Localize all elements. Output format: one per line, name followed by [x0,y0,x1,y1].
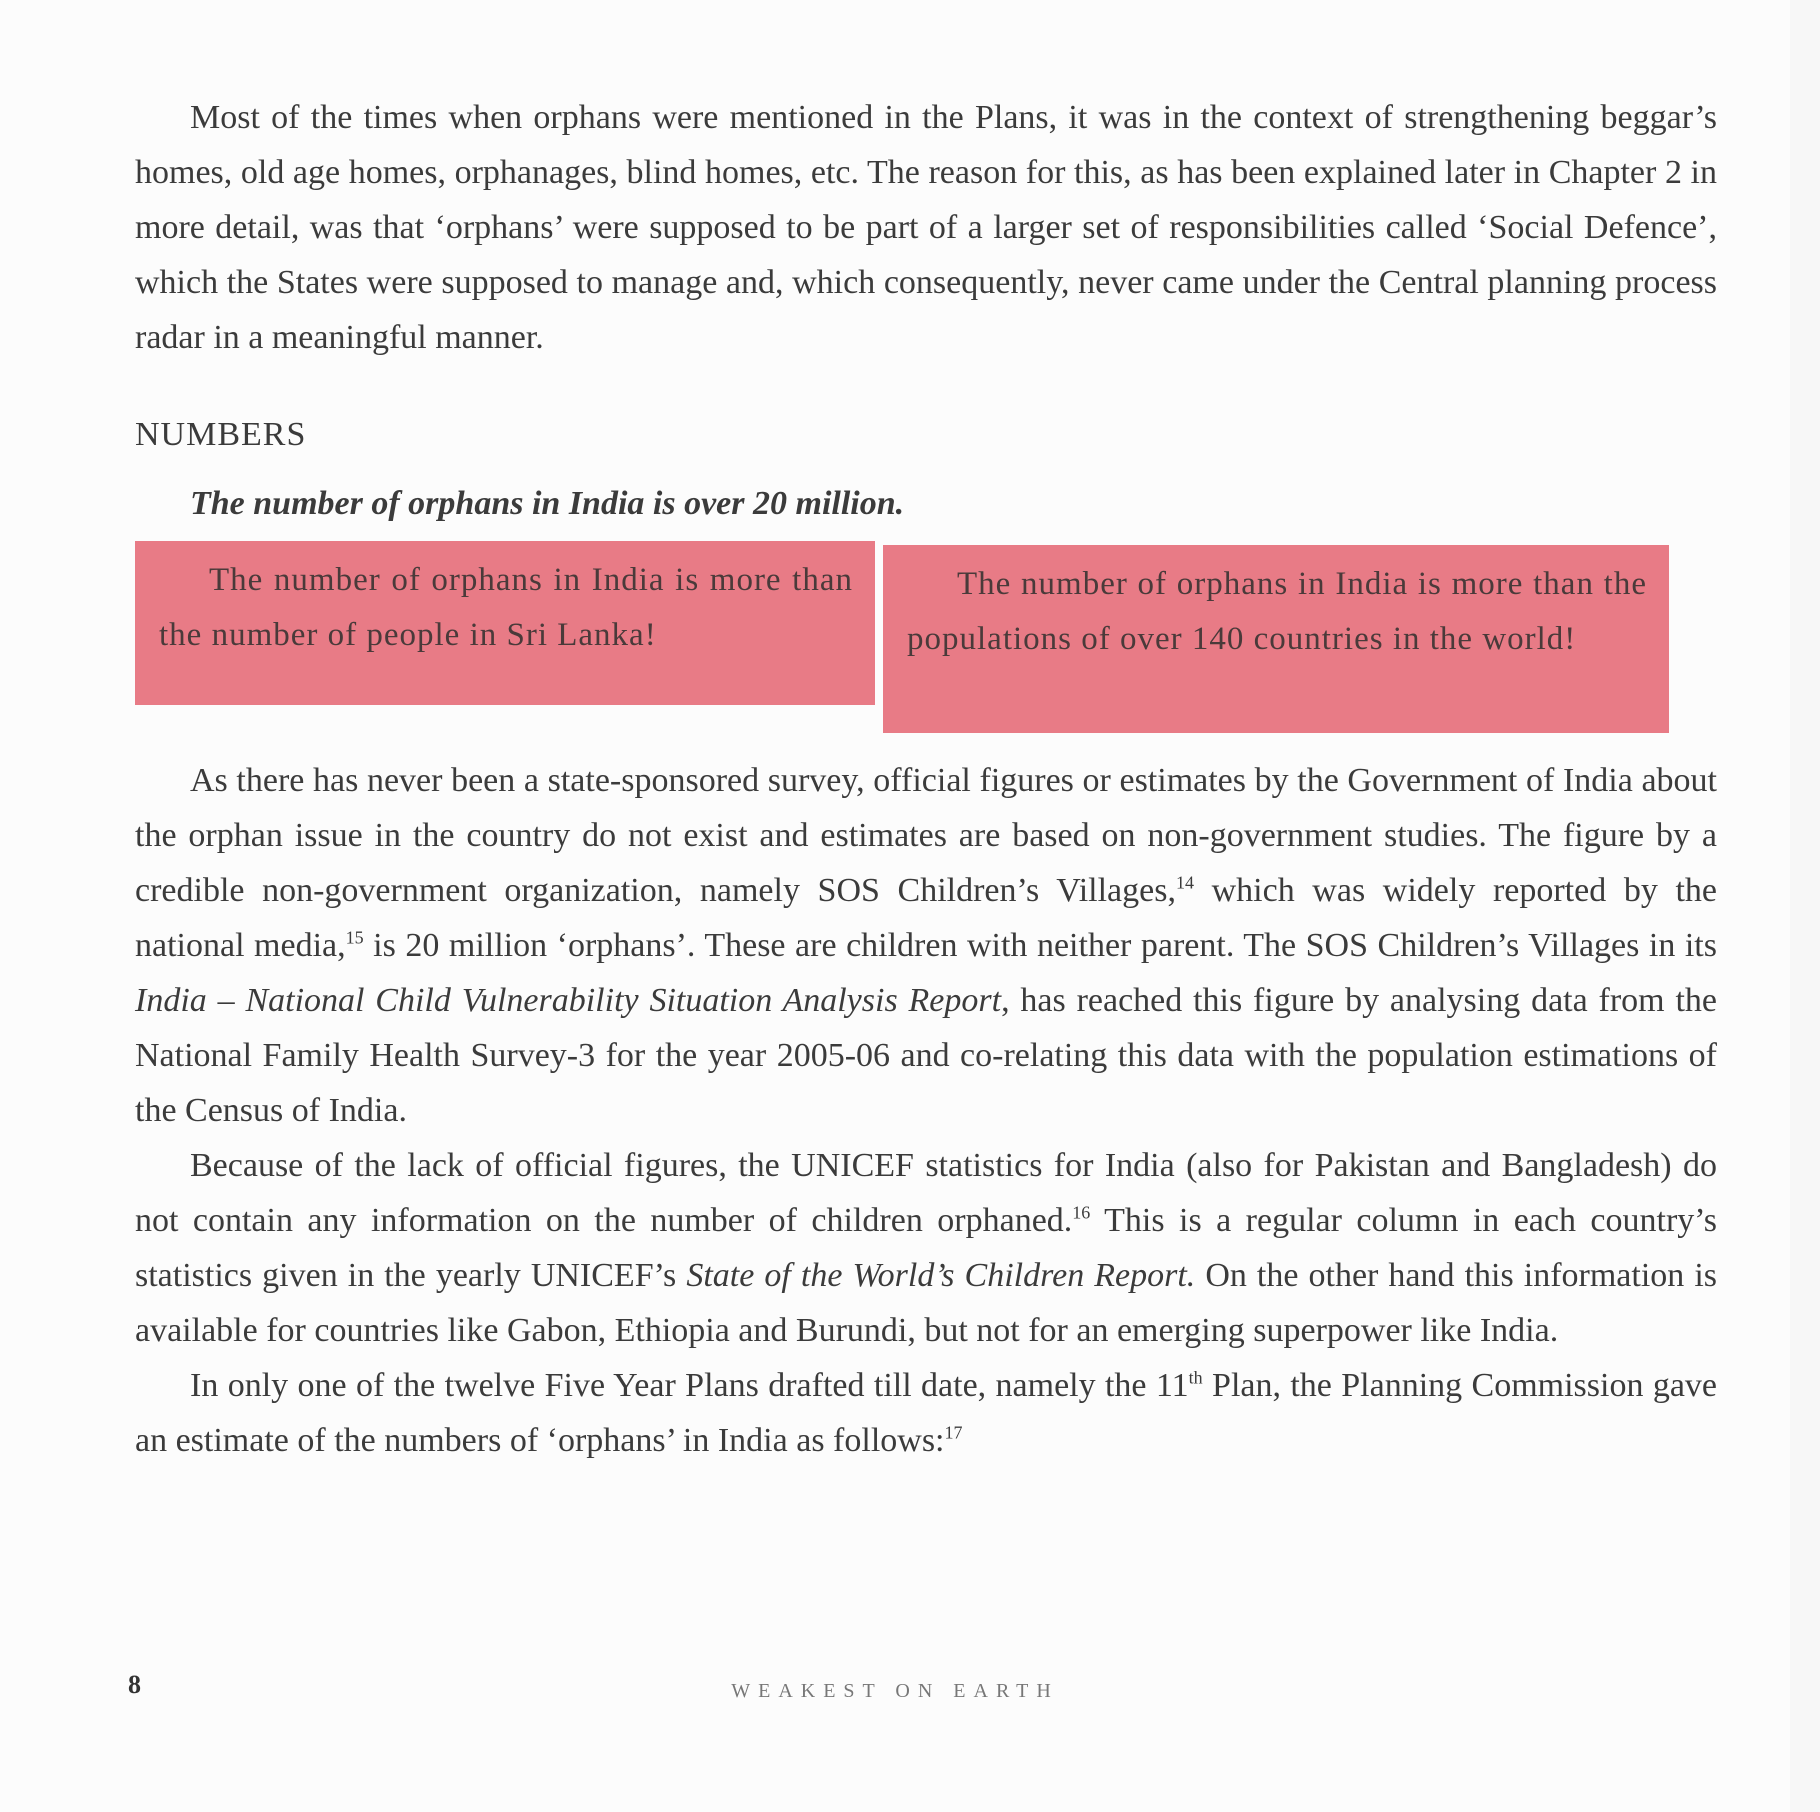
report-title: State of the World’s Children Report. [686,1257,1196,1294]
text-span: As there has never been a state-sponsored survey, official figures or estimates by the Government of India about the orphan issue in the country do not exist and estimates are based on non-government studies. The figure by a credible non-government organization, namely SOS Children’s Villages, [135,762,1717,909]
callout-row [135,541,1717,733]
text-span: This is a regular column in each country’s statistics given in the yearly UNICEF’s [135,1202,1717,1294]
ordinal-suffix: th [1188,1367,1203,1388]
section-heading: NUMBERS [135,416,307,453]
text-span: On the other hand this information is available for countries like Gabon, Ethiopia and Burundi, but not for an emerging superpower like India. [135,1257,1717,1349]
lead-statement: The number of orphans in India is over 20 million. [190,485,905,522]
footnote-ref-16: 16 [1072,1202,1091,1223]
text-span: Because of the lack of official figures, the UNICEF statistics for India (also for Pakistan and Bangladesh) do not contain any information on the number of children orphaned. [135,1147,1717,1239]
text-span: which was widely reported by the national media, [135,872,1717,964]
paragraph-sos-estimate [135,753,1717,1138]
paragraph-unicef [135,1138,1717,1358]
report-title: India – National Child Vulnerability Situation Analysis Report [135,982,1002,1019]
page-edge [1790,0,1820,1812]
running-footer-title: WEAKEST ON EARTH [731,1680,1059,1702]
page-number: 8 [128,1670,141,1699]
footnote-ref-17: 17 [944,1422,963,1443]
paragraph-eleventh-plan [135,1358,1717,1468]
text-span: , has reached this figure by analysing data from the National Family Health Survey-3 for the year 2005-06 and co-relating this data with the population estimations of the Census of India. [135,982,1718,1129]
paragraph-plans-context: Most of the times when orphans were mentioned in the Plans, it was in the context of strengthening beggar’s homes, old age homes, orphanages, blind homes, etc. The reason for this, as has been explained later in Chapter 2 in more detail, was that ‘orphans’ were supposed to be part of a larger set of responsibilities called ‘Social Defence’, which the States were supposed to manage and, which consequently, never came under the Central planning process radar in a meaningful manner. [135,99,1717,356]
text-span: Plan, the Planning Commission gave an estimate of the numbers of ‘orphans’ in India as follows: [135,1367,1718,1459]
footnote-ref-15: 15 [345,927,364,948]
callout-140-countries: The number of orphans in India is more than the populations of over 140 countries in the world! [883,545,1669,733]
callout-sri-lanka: The number of orphans in India is more than the number of people in Sri Lanka! [135,541,875,705]
footnote-ref-14: 14 [1175,872,1194,893]
text-span: In only one of the twelve Five Year Plans drafted till date, namely the 11 [190,1367,1189,1404]
page-content [135,90,1717,1468]
text-span: is 20 million ‘orphans’. These are children with neither parent. The SOS Children’s Villages in its [363,927,1717,964]
